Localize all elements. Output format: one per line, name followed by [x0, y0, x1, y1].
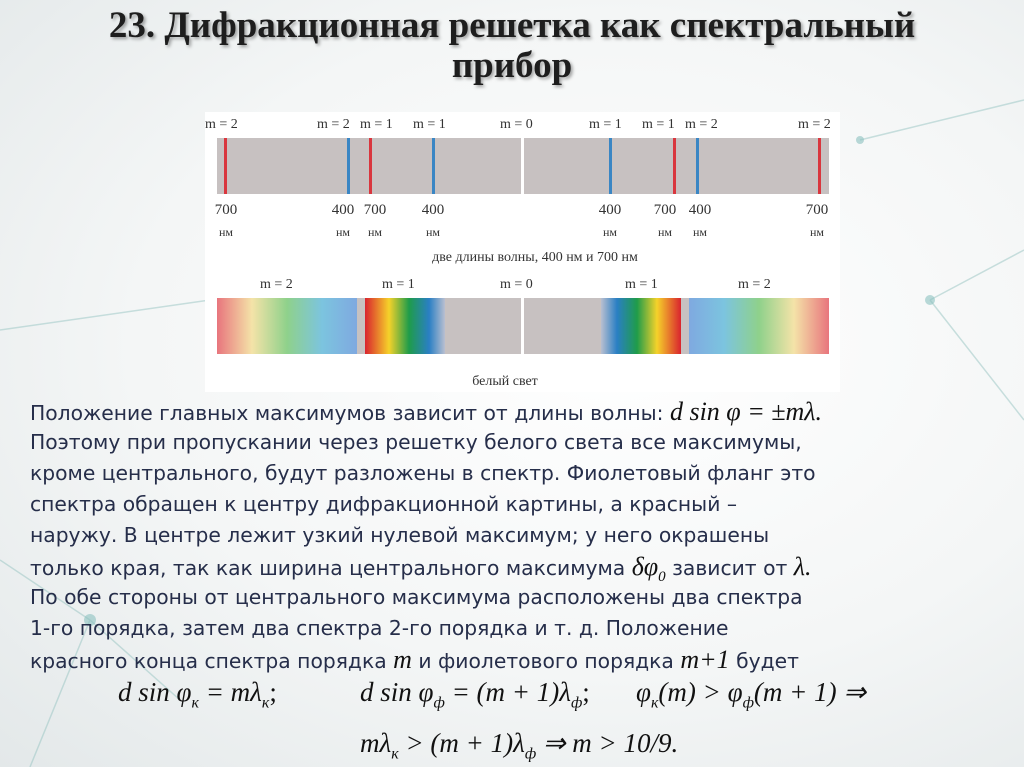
paragraph-text: только края, так как ширина центрального максимума — [30, 556, 626, 580]
paragraph-line — [30, 551, 1010, 586]
title-line-2: прибор — [451, 45, 573, 86]
red-line-m2-right — [818, 138, 821, 194]
paragraph-text: и фиолетового порядка — [418, 649, 674, 673]
wavelength-unit: нм — [692, 225, 708, 239]
m-plus-one-symbol: m+1 — [680, 645, 730, 674]
top-order-label: m = 2 — [798, 117, 831, 132]
wavelength-unit: нм — [809, 225, 825, 239]
diffraction-figure-svg — [205, 112, 840, 392]
top-order-label: m = 1 — [360, 117, 393, 132]
slide-title — [20, 6, 1004, 86]
red-line-m1-right — [673, 138, 676, 194]
paragraph-line — [30, 644, 1010, 675]
paragraph-text: будет — [736, 649, 799, 673]
formula-part: (m) > φ — [658, 677, 743, 707]
wavelength-value: 700 — [805, 202, 829, 218]
lambda-symbol: λ. — [793, 552, 812, 581]
bottom-order-label: m = 2 — [260, 277, 293, 292]
central-line-m0 — [521, 138, 524, 194]
spectrum-m1-left — [365, 298, 445, 354]
wavelength-value: 700 — [653, 202, 677, 218]
paragraph-line: спектра обращен к центру дифракционной картины, а красный – — [30, 492, 737, 516]
paragraph-line: наружу. В центре лежит узкий нулевой максимум; у него окрашены — [30, 523, 770, 547]
formula-part: (m + 1) ⇒ — [753, 677, 866, 707]
formula-violet-condition — [360, 677, 590, 712]
red-line-m1-left — [369, 138, 372, 194]
delta-phi-symbol — [631, 552, 666, 586]
top-order-label: m = 2 — [685, 117, 718, 132]
top-order-label: m = 1 — [589, 117, 622, 132]
spectrum-m1-right — [601, 298, 681, 354]
bottom-caption: белый свет — [472, 374, 538, 389]
paragraph-text: зависит от — [672, 556, 788, 580]
violet-line-m2-right — [696, 138, 699, 194]
formula-part: ; — [582, 677, 590, 707]
m-symbol: m — [393, 645, 412, 674]
top-order-label: m = 2 — [317, 117, 350, 132]
violet-line-m1-right — [609, 138, 612, 194]
top-order-label: m = 0 — [500, 117, 533, 132]
violet-line-m1-left — [432, 138, 435, 194]
formula-subscript: к — [261, 694, 270, 712]
formula-part: = mλ — [198, 677, 262, 707]
top-order-label: m = 1 — [642, 117, 675, 132]
formula-subscript: ф — [524, 745, 537, 763]
wavelength-unit: нм — [657, 225, 673, 239]
formula-conclusion — [360, 728, 678, 763]
wavelength-unit: нм — [367, 225, 383, 239]
title-line-1: 23. Дифракционная решетка как спектральный — [108, 5, 916, 46]
formula-part: > (m + 1)λ — [398, 728, 525, 758]
bottom-order-label: m = 1 — [625, 277, 658, 292]
diffraction-figure — [205, 112, 840, 392]
wavelength-unit: нм — [335, 225, 351, 239]
delta-phi-text: δφ — [631, 552, 659, 581]
wavelength-value: 400 — [331, 202, 355, 218]
bottom-order-label: m = 2 — [738, 277, 771, 292]
paragraph-text: Положение главных максимумов зависит от длины волны: — [30, 401, 664, 425]
wavelength-value: 700 — [363, 202, 387, 218]
top-order-label: m = 2 — [205, 117, 238, 132]
central-white-line — [521, 298, 524, 354]
formula-angle-inequality — [636, 677, 866, 712]
formula-part: d sin φ — [360, 677, 434, 707]
formula-part: d sin φ — [118, 677, 192, 707]
wavelength-value: 400 — [688, 202, 712, 218]
bottom-order-label: m = 0 — [500, 277, 533, 292]
violet-line-m2-left — [347, 138, 350, 194]
explanation-paragraph — [30, 396, 1010, 675]
wavelength-unit: нм — [218, 225, 234, 239]
formula-subscript: к — [191, 694, 199, 712]
formula-part: = (m + 1)λ — [444, 677, 571, 707]
formula-part: φ — [636, 677, 651, 707]
formula-subscript: к — [391, 745, 399, 763]
paragraph-line: По обе стороны от центрального максимума расположены два спектра — [30, 585, 803, 609]
formula-part: ; — [269, 677, 277, 707]
formula-subscript: ф — [570, 694, 583, 712]
paragraph-line: 1-го порядка, затем два спектра 2-го порядка и т. д. Положение — [30, 616, 729, 640]
top-caption: две длины волны, 400 нм и 700 нм — [432, 250, 638, 265]
paragraph-text: красного конца спектра порядка — [30, 649, 387, 673]
paragraph-line — [30, 396, 1010, 427]
formula-subscript: к — [650, 694, 659, 712]
paragraph-line: Поэтому при пропускании через решетку белого света все максимумы, — [30, 430, 802, 454]
equation-inline: d sin φ = ±mλ. — [669, 397, 823, 426]
formula-red-condition — [118, 677, 277, 712]
delta-phi-subscript: 0 — [658, 569, 666, 586]
wavelength-value: 700 — [214, 202, 238, 218]
formula-subscript: ф — [433, 694, 445, 712]
formula-part: mλ — [360, 728, 392, 758]
wavelength-unit: нм — [425, 225, 441, 239]
formula-subscript: ф — [742, 694, 754, 712]
wavelength-value: 400 — [598, 202, 622, 218]
spectrum-m2-left — [217, 298, 357, 354]
red-line-m2-left — [224, 138, 227, 194]
spectrum-m2-right — [689, 298, 829, 354]
wavelength-value: 400 — [421, 202, 445, 218]
formula-part: ⇒ m > 10/9. — [536, 728, 679, 758]
wavelength-unit: нм — [602, 225, 618, 239]
top-order-label: m = 1 — [413, 117, 446, 132]
bottom-order-label: m = 1 — [382, 277, 415, 292]
paragraph-line: кроме центрального, будут разложены в спектр. Фиолетовый фланг это — [30, 461, 816, 485]
